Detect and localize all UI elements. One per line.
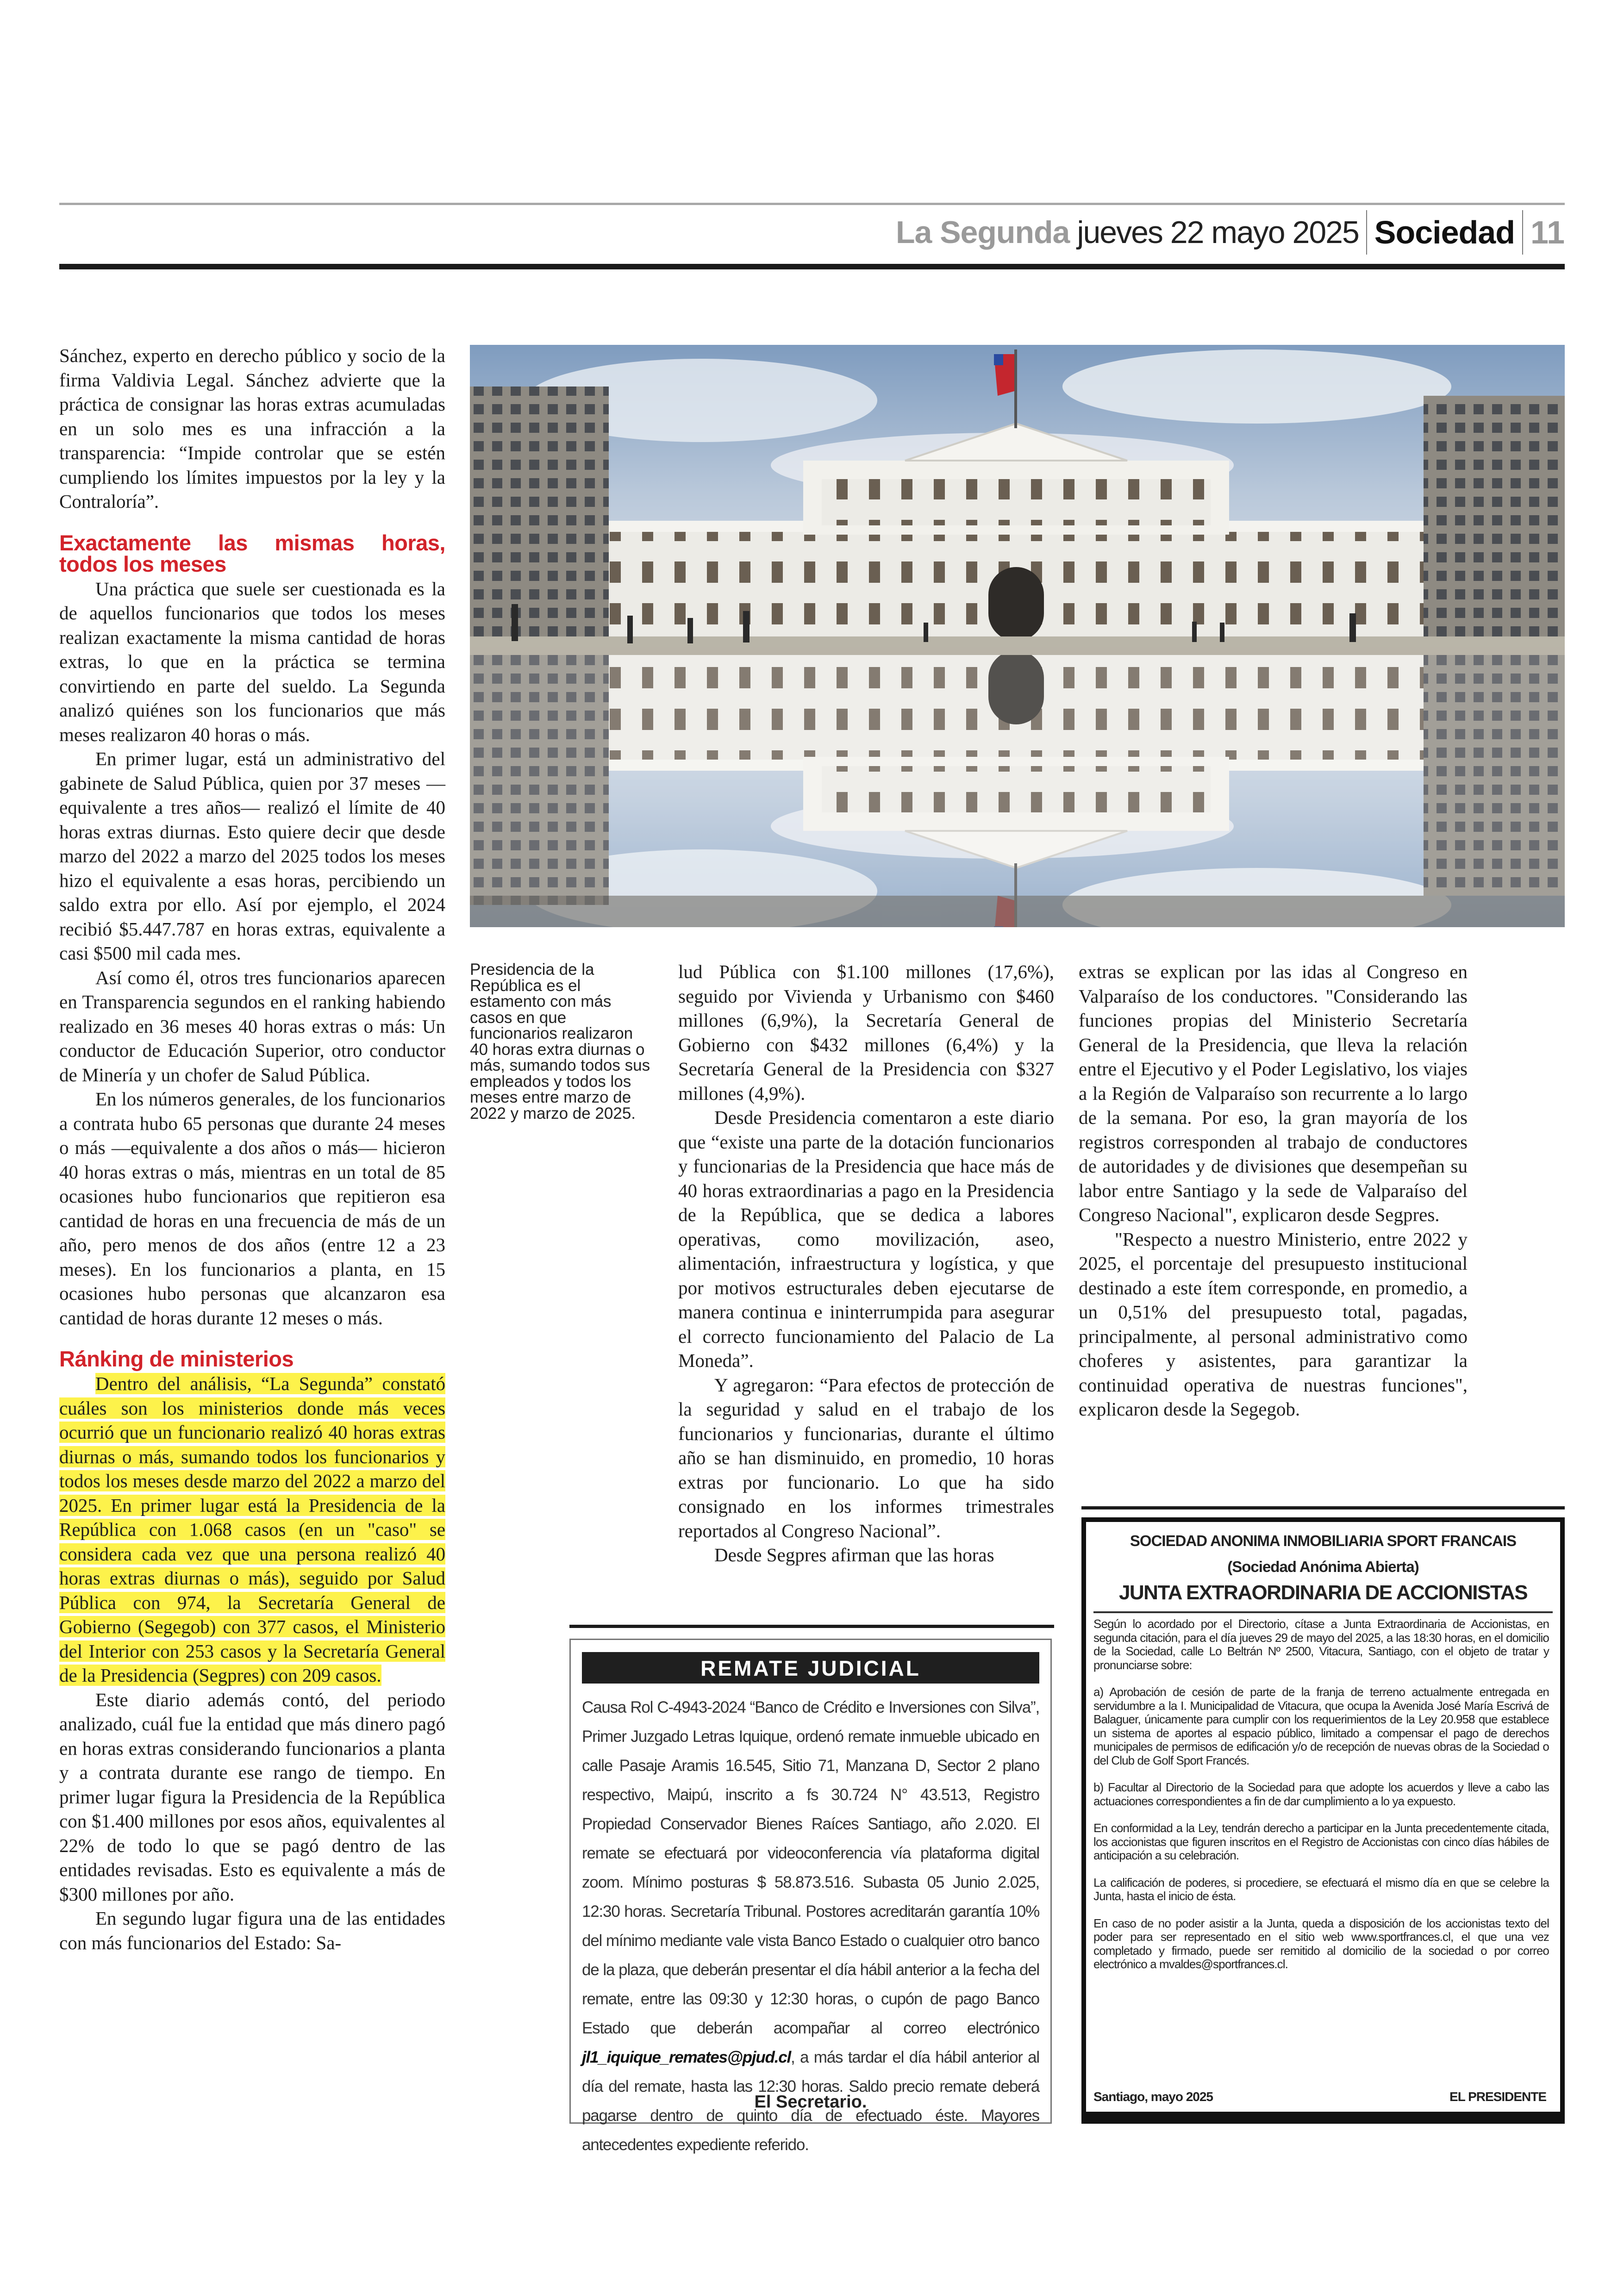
highlighted-paragraph (59, 1372, 445, 1688)
paragraph: Desde Presidencia comentaron a este diario que “existe una parte de la dotación funcionarios y funcionarias de la Presidencia que hace más de 40 horas extraordinarias a pago en la Presidencia de la República, que se dedica a labores operativas, como movilización, aseo, alimentación, infraestructura y logística, y que por motivos estructurales deben ejecutarse de manera continua e ininterrumpida para asegurar el correcto funcionamiento del Palacio de La Moneda”. (678, 1107, 1054, 1371)
notice-paragraph: Según lo acordado por el Directorio, cítase a Junta Extraordinaria de Accionistas, en segunda citación, para el día jueves 29 de mayo del 2025, a las 18:30 horas, en el domicilio de la Sociedad, calle Lo Beltrán Nº 2500, Vitacura, Santiago, con el objeto de tratar y pronunciarse sobre: (1093, 1617, 1549, 1672)
article-column-2 (678, 960, 1054, 1567)
section-name: Sociedad (1374, 214, 1515, 250)
company-name: SOCIEDAD ANONIMA INMOBILIARIA SPORT FRANCAIS (1130, 1532, 1517, 1549)
company-type: (Sociedad Anónima Abierta) (1227, 1558, 1419, 1575)
paragraph: extras se explican por las idas al Congreso en Valparaíso de los conductores. "Considerando las funciones propias del Ministerio Secretaría General de la Presidencia, que lleva la relación entre el Ejecutivo y el Poder Legislativo, los viajes a la Región de Valparaíso son recurrente a lo largo de la semana. Por eso, la gran mayoría de los registros corresponden al trabajo de conductores de autoridades y de divisiones que desempeñan su labor entre Santiago y la sede de Valparaíso del Congreso Nacional", explicaron desde Segpres. (1079, 961, 1468, 1225)
article-column-3 (1079, 960, 1468, 1422)
paragraph: Y agregaron: “Para efectos de protección de la seguridad y salud en el trabajo de los funcionarios y funcionarias, durante el último año se han disminuido, en promedio, 10 horas extras por funcionario. Lo que ha sido consignado en los informes trimestrales reportados al Congreso Nacional”. (678, 1374, 1054, 1541)
header-divider (1366, 210, 1367, 255)
highlight: Dentro del análisis, “La Segunda” constató cuáles son los ministerios donde más veces ocurrió que un funcionario realizó 40 horas extras diurnas o más, sumando todos los funcionarios y todos los meses desde marzo del 2022 a marzo del 2025. En primer lugar está la Presidencia de la República con 1.068 casos (en un "caso" se considera cada vez que una persona realizó 40 horas extras diurnas o más), seguido por Salud Pública con 974, la Secretaría General de Gobierno (Segegob) con 377 casos, el Ministerio del Interior con 253 casos y la Secretaría General de la Presidencia (Segpres) con 209 casos. (59, 1373, 445, 1686)
notice-paragraph: b) Facultar al Directorio de la Sociedad para que adopte los acuerdos y lleve a cabo las actuaciones correspondientes a fin de dar cumplimiento a lo ya expuesto. (1093, 1780, 1549, 1808)
divider (1093, 1611, 1553, 1613)
paragraph: En segundo lugar figura una de las entidades con más funcionarios del Estado: Sa- (59, 1908, 445, 1953)
paragraph: En primer lugar, está un administrativo del gabinete de Salud Pública, quien por 37 meses —equivalente a tres años— realizó el límite de 40 horas extras diurnas. Esto quiere decir que desde marzo del 2022 a marzo del 2025 todos los meses hizo el equivalente a esas horas, percibiendo un saldo extra por ello. Así por ejemplo, el 2024 recibió $5.447.787 en horas extras, equivalente a casi $500 mil cada mes. (59, 748, 445, 964)
header-bottom-rule (59, 264, 1565, 269)
subheading: Exactamente las mismas horas, todos los meses (59, 530, 445, 576)
notice-paragraph: En caso de no poder asistir a la Junta, queda a disposición de los accionistas texto del poder para ser representado en el sitio web www.sportfrances.cl, el que una vez completado y firmado, puede ser remitido al domicilio de la sociedad o por correo electrónico a mvaldes@sportfrances.cl. (1093, 1916, 1549, 1971)
signatory: EL PRESIDENTE (1449, 2089, 1546, 2104)
notice-heading: JUNTA EXTRAORDINARIA DE ACCIONISTAS (1118, 1581, 1528, 1604)
notice-paragraph: La calificación de poderes, si procediere, se efectuará el mismo día en que se celebre la Junta, hasta el inicio de ésta. (1093, 1875, 1549, 1903)
notice-paragraph: a) Aprobación de cesión de parte de la franja de terreno actualmente entregada en servidumbre a la I. Municipalidad de Vitacura, que ocupa la Avenida José María Escrivá de Balaguer, únicamente para cumplir con los requerimientos de la Ley 20.958 que establece un sistema de aportes al espacio público, limitado a compensar el pago de derechos municipales de permisos de edificación y/o de recepción de nuevas obras de la Sociedad o del Club de Golf Sport Francés. (1093, 1685, 1549, 1767)
paragraph: Sánchez, experto en derecho público y socio de la firma Valdivia Legal. Sánchez advierte que la práctica de consignar las horas extras acumuladas en un solo mes es una infracción a la transparencia: “Impide controlar que se estén cumpliendo los límites impuestos por la ley y la Contraloría”. (59, 345, 445, 512)
page-number: 11 (1530, 214, 1565, 250)
paragraph: "Respecto a nuestro Ministerio, entre 2022 y 2025, el porcentaje del presupuesto institucional destinado a este ítem corresponde, en promedio, a un 0,51% del presupuesto total, pagadas, principalmente, al personal administrativo como choferes y asistentes, para garantizar la continuidad operativa de nuestras funciones", explicaron desde la Segegob. (1079, 1228, 1468, 1420)
paragraph: Una práctica que suele ser cuestionada es la de aquellos funcionarios que todos los meses realizan exactamente la misma cantidad de horas extras, lo que en la práctica se termina convirtiendo en parte del sueldo. La Segunda analizó quiénes son los funcionarios que más meses realizaron 40 horas o más. (59, 578, 445, 745)
paragraph: En los números generales, de los funcionarios a contrata hubo 65 personas que durante 24 meses o más —equivalente a dos años o más— hicieron 40 horas extras o más, mientras en un total de 85 ocasiones hubo funcionarios que repitieron esa cantidad de horas en una frecuencia de más de un año, pero menos de dos años (entre 12 a 23 meses). En los funcionarios a planta, en 15 ocasiones hubo personas que alcanzaron esa cantidad de horas durante 12 meses o más. (59, 1088, 445, 1328)
notice-text: Causa Rol C-4943-2024 “Banco de Crédito e Inversiones con Silva”, Primer Juzgado Letras Iquique, ordenó remate inmueble ubicado en calle Pasaje Aramis 16.545, Sitio 71, Manzana D, Sector 2 plano respectivo, Maipú, inscrito a fs 30.724 N° 43.513, Registro Propiedad Conservador Bienes Raíces Santiago, año 2.020. El remate se efectuará por videoconferencia vía plataforma digital zoom. Mínimo posturas $ 58.873.516. Subasta 05 Junio 2.025, 12:30 horas. Secretaría Tribunal. Postores acreditarán garantía 10% del mínimo mediante vale vista Banco Estado o cualquier otro banco de la plaza, que deberán presentar el día hábil anterior a la fecha del remate, entre las 09:30 y 12:30 horas, o cupón de pago Banco Estado que deberán acompañar al correo electrónico (582, 1698, 1039, 2037)
reflection (470, 636, 1565, 927)
paragraph: Así como él, otros tres funcionarios aparecen en Transparencia segundos en el ranking habiendo realizado en 36 meses 40 horas extras o más: Un conductor de Educación Superior, otro conductor de Minería y un chofer de Salud Pública. (59, 967, 445, 1085)
notice-text: , a más tardar el día hábil anterior al día del remate, hasta las 12:30 horas. Saldo precio remate deberá pagarse dentro de quinto día de efectuado éste. Mayores antecedentes expediente referido. (582, 2048, 1039, 2154)
ad-top-rule (569, 1625, 1054, 1628)
remate-judicial-notice (569, 1639, 1052, 2154)
paragraph: lud Pública con $1.100 millones (17,6%), seguido por Vivienda y Urbanismo con $460 millones (6,9%), la Secretaría General de Gobierno con $432 millones (6,4%) y la Secretaría General de la Presidencia con $327 millones (4,9%). (678, 961, 1054, 1104)
la-moneda-photo (470, 345, 1565, 927)
shareholders-meeting-notice (1081, 1517, 1565, 2124)
notice-email-link[interactable]: jl1_iquique_remates@pjud.cl (582, 2048, 791, 2066)
photo-caption: Presidencia de la República es el estamento con más casos en que funcionarios realizaron 40 horas extra diurnas o más, sumando todos sus empleados y todos los meses entre marzo de 2022 y marzo de 2025. (470, 960, 650, 1123)
place-date: Santiago, mayo 2025 (1093, 2089, 1213, 2104)
header-divider (1522, 210, 1523, 255)
notice-body (1093, 1617, 1549, 1985)
notice-body (582, 1693, 1039, 2159)
notice-signature: El Secretario. (754, 2092, 867, 2112)
paragraph: Este diario además contó, del periodo analizado, cuál fue la entidad que más dinero pagó en horas extras considerando funcionarios a planta y a contrata durante ese rango de tiempo. En primer lugar figura la Presidencia de la República con $1.400 millones por esos años, equivalentes al 22% de todo lo que se pagó dentro de las entidades revisadas. Esto es equivalente a más de $300 millones por año. (59, 1689, 445, 1905)
newspaper-name: La Segunda (895, 215, 1070, 250)
subheading: Ránking de ministerios (59, 1347, 294, 1371)
header-top-rule (59, 203, 1565, 205)
palace-scene (470, 345, 1565, 655)
issue-date: jueves 22 mayo 2025 (1077, 215, 1359, 250)
page-header (896, 209, 1565, 256)
ad-top-rule (1081, 1506, 1565, 1509)
notice-title: REMATE JUDICIAL (582, 1652, 1039, 1684)
article-column-1 (59, 343, 445, 1955)
notice-footer (1093, 2089, 1546, 2104)
paragraph: Desde Segpres afirman que las horas (714, 1544, 994, 1565)
notice-paragraph: En conformidad a la Ley, tendrán derecho a participar en la Junta precedentemente citada, los accionistas que figuren inscritos en el Registro de Accionistas con cinco días hábiles de anticipación a su celebración. (1093, 1821, 1549, 1862)
